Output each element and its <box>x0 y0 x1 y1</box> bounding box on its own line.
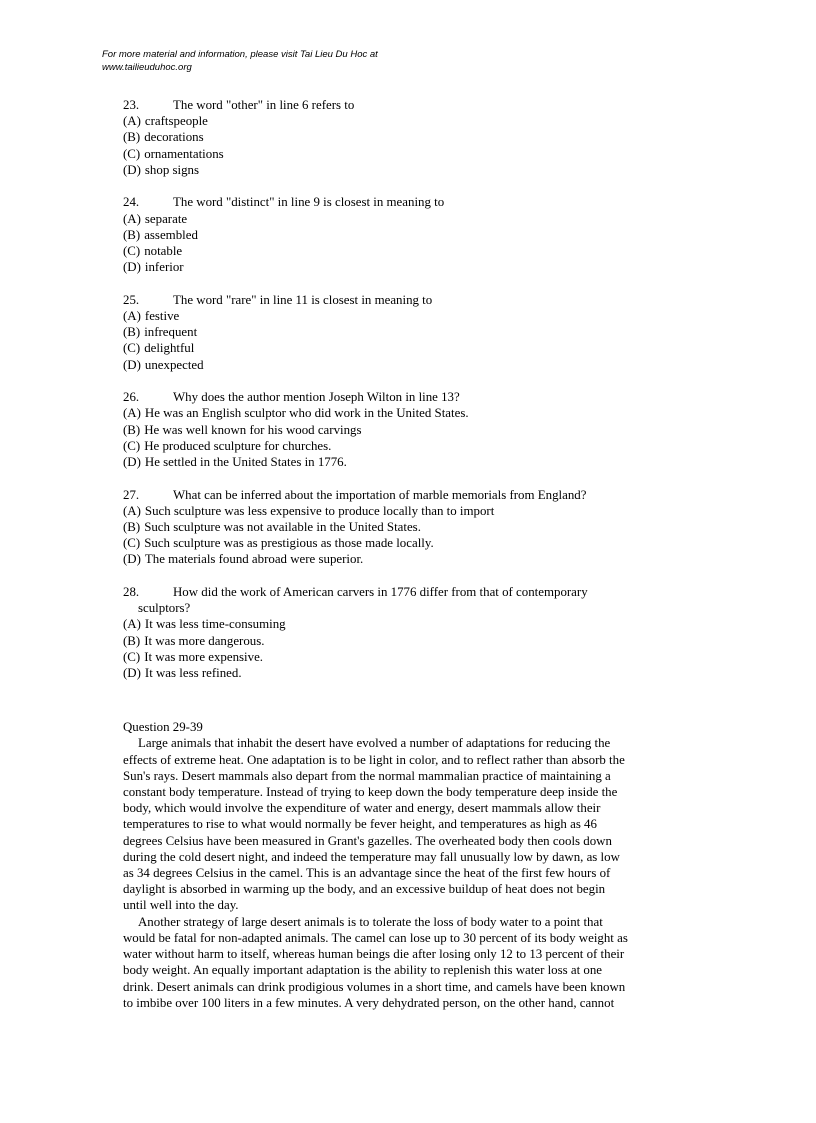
question-number: 28. <box>123 585 140 600</box>
option-letter: (A) <box>123 211 141 226</box>
question-stem <box>123 292 698 308</box>
option-text: It was more dangerous. <box>144 633 265 648</box>
option-letter: (B) <box>123 130 141 145</box>
option-text: festive <box>144 309 180 324</box>
answer-option <box>123 357 698 373</box>
option-letter: (C) <box>123 146 141 161</box>
option-text: inferior <box>144 260 184 275</box>
option-text: assembled <box>144 227 198 242</box>
option-letter: (B) <box>123 633 141 648</box>
question-block <box>123 97 698 178</box>
answer-option <box>123 649 698 665</box>
option-letter: (D) <box>123 357 141 372</box>
question-stem <box>123 584 698 600</box>
passage-line: Large animals that inhabit the desert have evolved a number of adaptations for reducing the <box>138 736 611 751</box>
option-text: It was less time-consuming <box>144 617 286 632</box>
question-text: Why does the author mention Joseph Wilton in line 13? <box>173 390 460 405</box>
passage-line: Sun's rays. Desert mammals also depart from the normal mammalian practice of maintaining a <box>123 768 611 783</box>
question-text: The word "rare" in line 11 is closest in meaning to <box>173 292 433 307</box>
answer-option <box>123 438 698 454</box>
option-letter: (D) <box>123 552 141 567</box>
answer-option <box>123 227 698 243</box>
option-letter: (C) <box>123 536 141 551</box>
passage-line: to imbibe over 100 liters in a few minutes. A very dehydrated person, on the other hand, cannot <box>123 995 615 1010</box>
passage-line: until well into the day. <box>123 898 239 913</box>
answer-option <box>123 503 698 519</box>
answer-option <box>123 308 698 324</box>
option-letter: (A) <box>123 406 141 421</box>
option-letter: (C) <box>123 244 141 259</box>
option-text: He was well known for his wood carvings <box>144 422 362 437</box>
answer-option <box>123 633 698 649</box>
question-text-continuation: sculptors? <box>138 601 191 616</box>
passage-line: body weight. An equally important adaptation is the ability to replenish this water loss at one <box>123 963 603 978</box>
passage-line: body, which would involve the expenditure of water and energy, desert mammals allow their <box>123 801 601 816</box>
option-text: unexpected <box>144 357 204 372</box>
page-header <box>102 48 378 74</box>
answer-option <box>123 243 698 259</box>
option-text: notable <box>144 244 183 259</box>
answer-option <box>123 146 698 162</box>
passage-line: Another strategy of large desert animals is to tolerate the loss of body water to a point that <box>138 914 603 929</box>
answer-option <box>123 211 698 227</box>
answer-option <box>123 340 698 356</box>
option-letter: (A) <box>123 503 141 518</box>
option-text: craftspeople <box>144 114 208 129</box>
passage-line: as 34 degrees Celsius in the camel. This is an advantage since the heat of the first few hours of <box>123 866 611 881</box>
option-letter: (D) <box>123 455 141 470</box>
answer-option <box>123 162 698 178</box>
option-text: Such sculpture was less expensive to produce locally than to import <box>144 503 495 518</box>
option-letter: (B) <box>123 520 141 535</box>
question-text: How did the work of American carvers in 1776 differ from that of contemporary <box>173 585 588 600</box>
question-block <box>123 584 698 681</box>
passage-line: daylight is absorbed in warming up the body, and an excessive buildup of heat does not begin <box>123 882 606 897</box>
option-text: He was an English sculptor who did work in the United States. <box>144 406 469 421</box>
passage-line: effects of extreme heat. One adaptation is to be light in color, and to reflect rather than absorb the <box>123 752 625 767</box>
passage-line: during the cold desert night, and indeed the temperature may fall unusually low by dawn, as low <box>123 849 620 864</box>
option-text: ornamentations <box>144 146 224 161</box>
option-letter: (D) <box>123 162 141 177</box>
question-number: 26. <box>123 390 140 405</box>
answer-option <box>123 113 698 129</box>
question-stem <box>123 194 698 210</box>
option-letter: (A) <box>123 617 141 632</box>
question-number: 27. <box>123 487 140 502</box>
answer-option <box>123 616 698 632</box>
passage-title: Question 29-39 <box>123 720 203 735</box>
answer-option <box>123 665 698 681</box>
answer-option <box>123 535 698 551</box>
option-text: The materials found abroad were superior. <box>144 552 364 567</box>
header-line-1: For more material and information, please visit Tai Lieu Du Hoc at <box>102 49 378 60</box>
option-text: delightful <box>144 341 195 356</box>
answer-option <box>123 405 698 421</box>
option-letter: (C) <box>123 341 141 356</box>
question-stem <box>123 389 698 405</box>
option-text: Such sculpture was as prestigious as those made locally. <box>144 536 434 551</box>
question-text: The word "other" in line 6 refers to <box>173 98 355 112</box>
option-letter: (B) <box>123 422 141 437</box>
question-text: What can be inferred about the importation of marble memorials from England? <box>173 487 587 502</box>
question-block <box>123 194 698 275</box>
option-letter: (A) <box>123 309 141 324</box>
option-text: It was more expensive. <box>144 649 264 664</box>
passage-line: temperatures to rise to what would normally be fever height, and temperatures as high as 46 <box>123 817 597 832</box>
answer-option <box>123 519 698 535</box>
option-letter: (B) <box>123 227 141 242</box>
question-text: The word "distinct" in line 9 is closest in meaning to <box>173 195 445 210</box>
answer-option <box>123 324 698 340</box>
answer-option <box>123 259 698 275</box>
passage-line: constant body temperature. Instead of trying to keep down the body temperature deep inside the <box>123 785 618 800</box>
option-text: It was less refined. <box>144 666 242 681</box>
option-text: He produced sculpture for churches. <box>144 438 332 453</box>
passage-line: degrees Celsius have been measured in Grant's gazelles. The overheated body then cools down <box>123 833 612 848</box>
option-letter: (D) <box>123 666 141 681</box>
option-text: Such sculpture was not available in the United States. <box>144 520 421 535</box>
passage-paragraph <box>123 735 698 913</box>
answer-option <box>123 454 698 470</box>
passage-body <box>123 735 698 1010</box>
question-block <box>123 292 698 373</box>
option-letter: (C) <box>123 649 141 664</box>
passage-line: water without harm to itself, whereas human beings die after losing only 12 to 13 percent of their <box>123 947 625 962</box>
question-list <box>123 97 698 681</box>
option-text: separate <box>144 211 188 226</box>
question-number: 23. <box>123 98 140 112</box>
question-block <box>123 487 698 568</box>
option-text: He settled in the United States in 1776. <box>144 455 347 470</box>
question-block <box>123 389 698 470</box>
option-letter: (D) <box>123 260 141 275</box>
question-stem <box>123 97 698 113</box>
passage-line: would be fatal for non-adapted animals. The camel can lose up to 30 percent of its body weight as <box>123 930 628 945</box>
answer-option <box>123 129 698 145</box>
option-text: decorations <box>144 130 204 145</box>
option-text: infrequent <box>144 325 198 340</box>
header-line-2: www.tailieuduhoc.org <box>102 62 192 73</box>
option-letter: (B) <box>123 325 141 340</box>
question-stem <box>123 487 698 503</box>
option-text: shop signs <box>144 162 199 177</box>
answer-option <box>123 422 698 438</box>
question-number: 25. <box>123 292 140 307</box>
passage-paragraph <box>123 914 698 1011</box>
option-letter: (A) <box>123 114 141 129</box>
passage-line: drink. Desert animals can drink prodigious volumes in a short time, and camels have been known <box>123 979 626 994</box>
answer-option <box>123 551 698 567</box>
option-letter: (C) <box>123 438 141 453</box>
question-number: 24. <box>123 195 140 210</box>
document-content <box>123 97 698 1011</box>
